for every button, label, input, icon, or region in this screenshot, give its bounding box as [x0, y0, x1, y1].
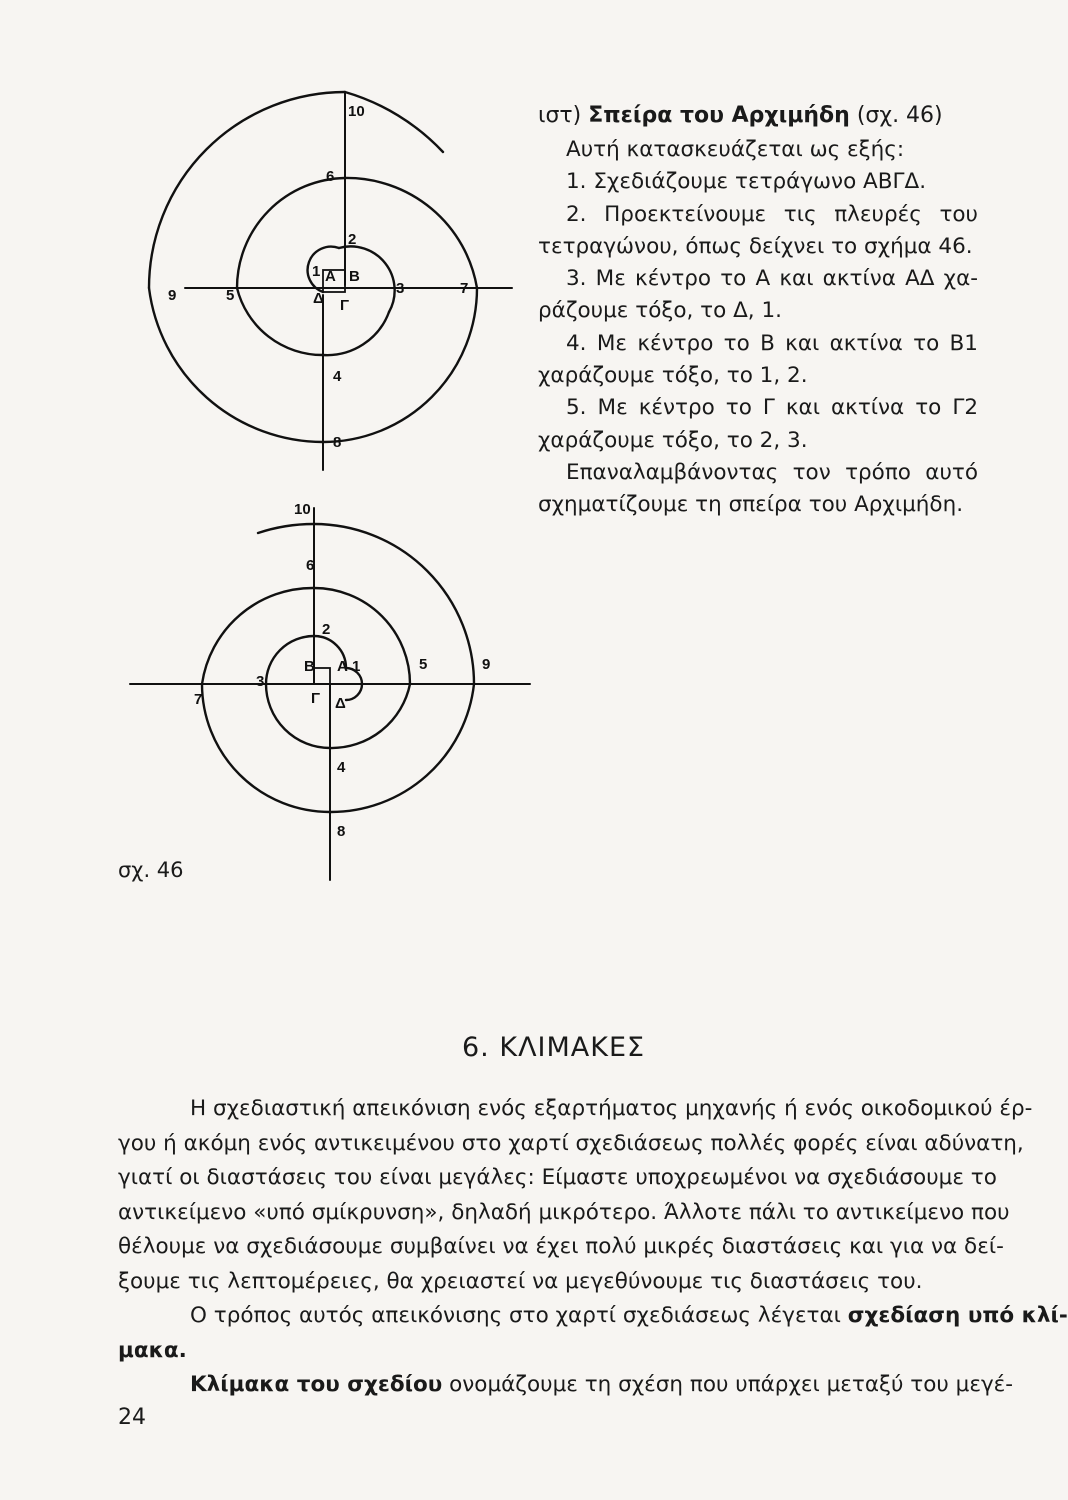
paragraph-line	[118, 1334, 973, 1369]
bottom-label-B: Β	[304, 658, 315, 675]
scale-term: Κλίμακα του σχεδίου	[190, 1372, 443, 1397]
bottom-label-7: 7	[194, 691, 203, 708]
construction-steps	[538, 134, 978, 522]
page-number: 24	[118, 1405, 146, 1430]
top-label-10: 10	[348, 103, 365, 120]
top-label-6: 6	[326, 168, 335, 185]
top-label-G: Γ	[340, 297, 350, 314]
step-line: Επαναλαμβάνοντας τον τρόπο αυτό	[566, 459, 978, 485]
section-figure-ref: (σχ. 46)	[856, 103, 943, 128]
chapter-heading	[462, 1032, 645, 1063]
figure-caption: σχ. 46	[118, 858, 184, 882]
section-title: Σπείρα του Αρχιμήδη	[588, 103, 850, 128]
definition-text: Ο τρόπος αυτός απεικόνισης στο χαρτί σχεδιάσεως λέγεται	[190, 1303, 841, 1328]
bottom-label-4: 4	[337, 759, 346, 776]
bottom-label-3: 3	[256, 673, 265, 690]
top-label-3: 3	[396, 280, 405, 297]
top-label-5: 5	[226, 287, 235, 304]
chapter-number: 6.	[462, 1032, 490, 1063]
step-line: 3. Με κέντρο το Α και ακτίνα ΑΔ χα-	[566, 266, 978, 292]
bottom-label-10: 10	[294, 501, 311, 518]
top-label-1: 1	[312, 263, 321, 280]
chapter-title: ΚΛΙΜΑΚΕΣ	[499, 1032, 646, 1063]
top-label-7: 7	[460, 280, 469, 297]
scale-definition: ονομάζουμε τη σχέση που υπάρχει μεταξύ του μεγέ-	[449, 1372, 1014, 1397]
bottom-spiral	[130, 508, 530, 880]
step-line: χαράζουμε τόξο, το 2, 3.	[538, 427, 808, 453]
bottom-label-G: Γ	[311, 690, 321, 707]
paragraph-line: αντικείμενο «υπό σμίκρυνση», δηλαδή μικρότερο. Άλλοτε πάλι το αντικείμενο που	[118, 1199, 1010, 1225]
paragraph-line	[118, 1299, 1068, 1334]
top-label-4: 4	[333, 368, 342, 385]
body-text	[118, 1092, 1068, 1403]
step-line: 5. Με κέντρο το Γ και ακτίνα το Γ2	[566, 395, 978, 421]
bottom-label-A: Α	[337, 658, 348, 675]
step-line: ράζουμε τόξο, το Δ, 1.	[538, 298, 782, 324]
paragraph-line: θέλουμε να σχεδιάσουμε συμβαίνει να έχει πολύ μικρές διαστάσεις και για να δεί-	[118, 1234, 1004, 1259]
definition-term-end: μακα.	[118, 1337, 187, 1363]
paragraph-line: γου ή ακόμη ενός αντικειμένου στο χαρτί σχεδιάσεως πολλές φορές είναι αδύνατη,	[118, 1130, 1024, 1156]
step-line: τετραγώνου, όπως δείχνει το σχήμα 46.	[538, 233, 973, 259]
paragraph-line: Η σχεδιαστική απεικόνιση ενός εξαρτήματος μηχανής ή ενός οικοδομικού έρ-	[190, 1096, 1033, 1121]
top-label-8: 8	[333, 434, 342, 451]
bottom-label-5: 5	[419, 656, 428, 673]
top-label-2: 2	[348, 231, 357, 248]
bottom-label-2: 2	[322, 621, 331, 638]
bottom-label-D: Δ	[335, 695, 346, 712]
paragraph-line	[118, 1368, 1014, 1403]
top-label-D: Δ	[313, 290, 324, 307]
step-line: 2. Προεκτείνουμε τις πλευρές του	[566, 201, 978, 227]
bottom-label-8: 8	[337, 823, 346, 840]
step-line: σχηματίζουμε τη σπείρα του Αρχιμήδη.	[538, 492, 964, 518]
section-prefix: ιστ)	[538, 103, 582, 128]
top-label-9: 9	[168, 287, 177, 304]
bottom-label-9: 9	[482, 656, 491, 673]
paragraph-line: γιατί οι διαστάσεις του είναι μεγάλες: Είμαστε υποχρεωμένοι να σχεδιάσουμε το	[118, 1165, 997, 1190]
paragraph-line: ξουμε τις λεπτομέρειες, θα χρειαστεί να μεγεθύνουμε τις διαστάσεις του.	[118, 1268, 923, 1294]
top-label-A: Α	[325, 268, 336, 285]
bottom-label-6: 6	[306, 557, 315, 574]
step-line: Αυτή κατασκευάζεται ως εξής:	[566, 137, 905, 162]
definition-term: σχεδίαση υπό κλί-	[847, 1303, 1068, 1328]
step-line: 4. Με κέντρο το Β και ακτίνα το Β1	[566, 330, 978, 356]
step-line: χαράζουμε τόξο, το 1, 2.	[538, 363, 808, 389]
spiral-figure	[0, 0, 540, 900]
section-heading	[538, 100, 943, 132]
top-label-B: Β	[349, 268, 360, 285]
step-line: 1. Σχεδιάζουμε τετράγωνο ΑΒΓΔ.	[566, 169, 927, 195]
bottom-label-1: 1	[352, 658, 361, 675]
